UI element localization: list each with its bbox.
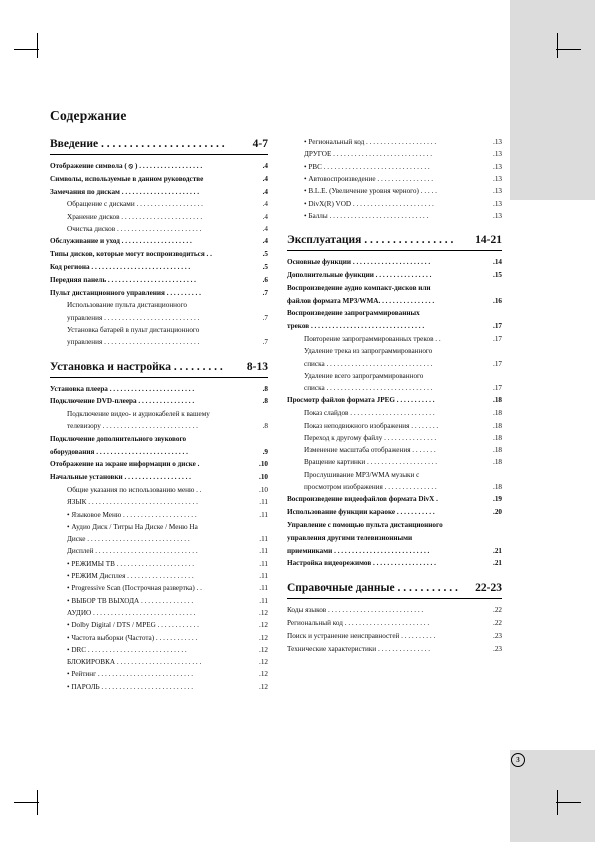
section-rule [287, 250, 502, 251]
toc-entry [287, 619, 502, 628]
toc-entry-page: .7 [262, 288, 268, 297]
toc-entry-page: .18 [493, 458, 502, 467]
toc-entry [50, 397, 268, 406]
section-heading [50, 138, 268, 150]
toc-entry-page: .21 [493, 546, 502, 555]
toc-entry-text: ЯЗЫК . . . . . . . . . . . . . . . . . . . . . . . . . . . . . . . [67, 498, 198, 507]
toc-entry [67, 301, 268, 310]
toc-entry-text: • B.L.E. (Увеличение уровня черного) . . . . . [304, 187, 437, 196]
toc-entry [67, 646, 268, 655]
toc-entry-page: .13 [493, 174, 502, 183]
section-title: Справочные данные . . . . . . . . . . . [287, 582, 458, 595]
toc-entry-text: Начальные установки . . . . . . . . . . . . . . . . . . . [50, 473, 191, 482]
toc-entry-page: .12 [259, 633, 268, 642]
toc-entry-page: .19 [493, 495, 502, 504]
toc-entry [67, 535, 268, 544]
toc-entry-page: .17 [493, 384, 502, 393]
toc-entry-text: • Частота выборки (Частота) . . . . . . . . . . . . [67, 633, 198, 642]
toc-entry [304, 212, 502, 221]
toc-entry-page: .22 [493, 618, 502, 627]
toc-entry-text: Воспроизведение аудио компакт-дисков или [287, 283, 431, 292]
toc-entry-page: .12 [259, 670, 268, 679]
toc-entry-page: .12 [259, 658, 268, 667]
toc-entry [67, 683, 268, 692]
toc-entry-text: Отображение на экране информации о диске . [50, 460, 200, 469]
toc-entry-page: .10 [259, 485, 268, 494]
toc-entry-page: .5 [262, 262, 268, 271]
toc-entry [304, 471, 502, 480]
toc-entry [287, 396, 502, 405]
section-heading [287, 582, 502, 594]
toc-entry-page: .4 [262, 200, 268, 209]
toc-entry-page: .7 [262, 338, 268, 347]
toc-entry-text: • Автовоспроизведение . . . . . . . . . . . . . . . . [304, 174, 434, 183]
toc-entry [50, 435, 268, 444]
toc-entry-page: .18 [493, 396, 502, 405]
toc-entry [304, 446, 502, 455]
toc-entry-text: • РЕЖИМ Дисплея . . . . . . . . . . . . . . . . . . . [67, 572, 194, 580]
toc-entry-text: Воспроизведение видеофайлов формата DivX . [287, 495, 438, 504]
toc-entry-text: Воспроизведение запрограммированных [287, 309, 420, 318]
section-rule [50, 377, 268, 378]
toc-entry-text: Использование функции караоке . . . . . . . . . . . [287, 508, 435, 517]
toc-entry [50, 237, 268, 246]
toc-entry-text: Подключение дополнительного звукового [50, 434, 187, 443]
toc-entry [67, 486, 268, 495]
toc-entry-page: .13 [493, 211, 502, 220]
toc-entry-page: .16 [493, 296, 502, 305]
toc-entry-text: АУДИО . . . . . . . . . . . . . . . . . . . . . . . . . . . . . [67, 608, 196, 617]
toc-entry [304, 138, 502, 147]
toc-entry-page: .13 [493, 187, 502, 196]
toc-entry [287, 606, 502, 615]
toc-entry-page: .5 [262, 250, 268, 259]
toc-entry-page: .14 [493, 258, 502, 267]
toc-entry-text: Региональный код . . . . . . . . . . . . . . . . . . . . . . . . [287, 618, 430, 627]
toc-entry-text: Показ неподвижного изображения . . . . . . . . [304, 421, 439, 430]
toc-entry [304, 187, 502, 196]
toc-entry-page: .10 [259, 460, 268, 469]
toc-entry-text: • DivX(R) VOD . . . . . . . . . . . . . . . . . . . . . . . [304, 199, 434, 208]
toc-entry [287, 645, 502, 654]
toc-entry-text: • Аудио Диск / Титры На Диске / Меню На [67, 522, 198, 531]
toc-entry [304, 200, 502, 209]
toc-entry-page: .8 [262, 384, 268, 393]
toc-entry [67, 658, 268, 667]
toc-entry [287, 297, 502, 306]
toc-entry [67, 498, 268, 507]
toc-entry-text: • Dolby Digital / DTS / MPEG . . . . . . . . . . . . [67, 621, 199, 630]
toc-entry-text: файлов формата MP3/WMA. . . . . . . . . . . . . . . . [287, 296, 435, 305]
crop-mark [557, 790, 558, 815]
toc-entry [287, 258, 502, 267]
toc-entry-page: .8 [262, 397, 268, 406]
toc-entry-page: .17 [493, 334, 502, 343]
toc-entry-text: Удаление всего запрограммированного [304, 371, 424, 380]
toc-entry-text: треков . . . . . . . . . . . . . . . . . . . . . . . . . . . . . . . . [287, 322, 425, 331]
toc-entry-text: Обслуживание и уход . . . . . . . . . . . . . . . . . . . . [50, 237, 192, 246]
toc-entry [50, 473, 268, 482]
toc-entry [50, 289, 268, 298]
toc-entry [50, 385, 268, 394]
toc-entry-text: Диске . . . . . . . . . . . . . . . . . . . . . . . . . . . . . [67, 535, 190, 544]
toc-entry-text: Установка плеера . . . . . . . . . . . . . . . . . . . . . . . . [50, 384, 195, 393]
toc-entry-text: Подключение DVD-плеера . . . . . . . . . . . . . . . . [50, 397, 195, 406]
toc-entry [67, 422, 268, 431]
toc-entry [304, 175, 502, 184]
toc-entry [50, 162, 268, 171]
toc-entry [67, 597, 268, 606]
toc-entry-page: .4 [262, 187, 268, 196]
toc-entry-text: Просмотр файлов формата JPEG . . . . . . . . . . . [287, 396, 435, 405]
toc-entry [304, 347, 502, 356]
toc-entry [287, 632, 502, 641]
toc-entry [287, 534, 502, 543]
toc-entry [67, 572, 268, 581]
toc-entry-page: .18 [493, 433, 502, 442]
toc-entry-text: • DRC . . . . . . . . . . . . . . . . . . . . . . . . . . . . [67, 645, 187, 654]
toc-entry [67, 523, 268, 532]
toc-entry [304, 483, 502, 492]
toc-entry-text: Установка батарей в пульт дистанционного [67, 325, 200, 334]
toc-entry [304, 422, 502, 431]
section-pages: 4-7 [252, 138, 268, 150]
toc-entry-text: Показ слайдов . . . . . . . . . . . . . . . . . . . . . . . . [304, 409, 435, 418]
toc-entry-text: Прослушивание MP3/WMA музыки с [304, 470, 420, 479]
crop-mark [557, 33, 558, 58]
toc-entry [67, 584, 268, 593]
toc-entry-text: Хранение дисков . . . . . . . . . . . . . . . . . . . . . . . [67, 212, 203, 221]
toc-entry [50, 263, 268, 272]
toc-entry-page: .12 [259, 621, 268, 630]
toc-entry [67, 200, 268, 209]
toc-entry [287, 508, 502, 517]
toc-entry-page: .7 [262, 313, 268, 322]
toc-entry-text: управления . . . . . . . . . . . . . . . . . . . . . . . . . . . [67, 338, 200, 347]
section-heading [287, 234, 502, 246]
toc-entry-text: Управление с помощью пульта дистанционного [287, 520, 443, 529]
toc-entry-page: .11 [259, 572, 268, 580]
toc-entry-text: Вращение картинки . . . . . . . . . . . . . . . . . . . . [304, 458, 438, 467]
toc-entry [67, 560, 268, 569]
toc-entry [304, 360, 502, 369]
toc-entry-page: .4 [262, 225, 268, 233]
toc-entry-page: .18 [493, 483, 502, 491]
toc-entry [304, 335, 502, 344]
toc-entry-page: .18 [493, 421, 502, 430]
toc-entry-text: Общие указания по использованию меню . . [67, 485, 202, 494]
toc-entry-page: .13 [493, 199, 502, 208]
toc-entry [67, 213, 268, 222]
toc-entry [304, 384, 502, 393]
toc-entry-text: Технические характеристики . . . . . . . . . . . . . . . [287, 644, 431, 653]
toc-entry [67, 410, 268, 419]
crop-mark [37, 790, 38, 815]
toc-entry-text: • РЕЖИМЫ ТВ . . . . . . . . . . . . . . . . . . . . . . [67, 559, 195, 568]
toc-entry-text: Основные функции . . . . . . . . . . . . . . . . . . . . . . [287, 258, 431, 267]
toc-entry-text: Коды языков . . . . . . . . . . . . . . . . . . . . . . . . . . . [287, 606, 424, 615]
toc-entry-text: • Progressive Scan (Построчная развертка) . . [67, 584, 202, 593]
toc-entry-page: .17 [493, 359, 502, 368]
toc-entry [287, 559, 502, 568]
toc-entry-text: Обращение с дисками . . . . . . . . . . . . . . . . . . . [67, 200, 203, 209]
toc-entry-text: Подключение видео- и аудиокабелей к вашему [67, 410, 210, 419]
toc-entry [287, 271, 502, 280]
toc-entry-text: оборудования . . . . . . . . . . . . . . . . . . . . . . . . . . [50, 447, 188, 456]
toc-entry-text: Переход к другому файлу . . . . . . . . . . . . . . . [304, 433, 437, 442]
toc-entry [304, 163, 502, 172]
toc-entry-text: списка . . . . . . . . . . . . . . . . . . . . . . . . . . . . . . [304, 359, 433, 368]
crop-mark [14, 802, 39, 803]
toc-entry [50, 175, 268, 184]
toc-entry [287, 322, 502, 331]
toc-entry [287, 309, 502, 318]
toc-entry-text: управления другими телевизионными [287, 533, 413, 542]
toc-entry [50, 276, 268, 285]
toc-entry-text: Типы дисков, которые могут воспроизводиться . . [50, 250, 212, 259]
section-title: Установка и настройка . . . . . . . . . [50, 360, 223, 373]
page-number: 3 [511, 753, 525, 767]
toc-entry [67, 547, 268, 556]
toc-entry-page: .12 [259, 645, 268, 654]
toc-entry-page: .4 [262, 212, 268, 221]
toc-entry-page: .11 [259, 596, 268, 605]
section-title: Эксплуатация . . . . . . . . . . . . . . . . [287, 234, 454, 247]
toc-entry-text: Очистка дисков . . . . . . . . . . . . . . . . . . . . . . . . [67, 225, 202, 233]
toc-entry-page: .11 [259, 535, 268, 544]
side-tab-cutout [510, 200, 595, 750]
toc-entry-page: .11 [259, 584, 268, 593]
toc-entry [67, 621, 268, 630]
toc-entry-text: • Рейтинг . . . . . . . . . . . . . . . . . . . . . . . . . . . [67, 670, 194, 679]
toc-entry-page: .12 [259, 682, 268, 691]
toc-entry-page: .4 [262, 237, 268, 246]
crop-mark [556, 49, 581, 50]
toc-entry-page: .18 [493, 409, 502, 418]
toc-entry [287, 547, 502, 556]
toc-entry-page: .23 [493, 631, 502, 640]
crop-mark [556, 802, 581, 803]
toc-entry-text: БЛОКИРОВКА . . . . . . . . . . . . . . . . . . . . . . . . [67, 658, 202, 667]
toc-entry [67, 670, 268, 679]
toc-entry-text: просмотром изображения . . . . . . . . . . . . . . . [304, 483, 437, 491]
toc-entry-page: .13 [493, 150, 502, 159]
toc-entry [287, 495, 502, 504]
toc-entry-text: списка . . . . . . . . . . . . . . . . . . . . . . . . . . . . . . [304, 384, 433, 393]
crop-mark [37, 33, 38, 58]
toc-entry-text: • Региональный код . . . . . . . . . . . . . . . . . . . . [304, 138, 437, 146]
toc-entry-text: • PBC . . . . . . . . . . . . . . . . . . . . . . . . . . . . . . [304, 162, 430, 171]
toc-entry-page: .11 [259, 559, 268, 568]
toc-entry-page: .6 [262, 275, 268, 284]
toc-entry [304, 409, 502, 418]
toc-entry-text: Код региона . . . . . . . . . . . . . . . . . . . . . . . . . . . . [50, 262, 191, 271]
toc-entry [50, 448, 268, 457]
toc-entry-page: .10 [259, 473, 268, 482]
toc-entry [67, 225, 268, 234]
toc-entry-page: .8 [262, 422, 268, 431]
section-pages: 14-21 [475, 234, 502, 247]
toc-entry [67, 634, 268, 643]
toc-entry-text: Замечания по дискам . . . . . . . . . . . . . . . . . . . . . . [50, 187, 199, 196]
toc-entry [304, 434, 502, 443]
toc-entry-page: .4 [262, 162, 268, 170]
crop-mark [14, 49, 39, 50]
toc-entry-text: • ВЫБОР ТВ ВЫХОДА . . . . . . . . . . . . . . . [67, 596, 194, 605]
toc-entry-text: Пульт дистанционного управления . . . . . . . . . . [50, 288, 201, 297]
toc-entry-page: .15 [493, 270, 502, 279]
toc-entry [67, 511, 268, 520]
toc-entry-page: .11 [259, 498, 268, 507]
toc-entry-page: .11 [259, 547, 268, 556]
toc-entry-text: Поиск и устранение неисправностей . . . . . . . . . . [287, 631, 436, 640]
toc-entry-page: .13 [493, 162, 502, 171]
toc-entry-text: телевизору . . . . . . . . . . . . . . . . . . . . . . . . . . . [67, 422, 198, 431]
toc-entry [50, 250, 268, 259]
page-title: Содержание [50, 108, 127, 123]
toc-entry-text: Отображение символа ( ⦸ ) . . . . . . . . . . . . . . . . . . [50, 162, 203, 170]
toc-entry-text: • Баллы . . . . . . . . . . . . . . . . . . . . . . . . . . . . [304, 211, 429, 220]
toc-entry-page: .13 [493, 138, 502, 146]
toc-entry-text: Удаление трека из запрограммированного [304, 347, 433, 356]
toc-entry-text: • ПАРОЛЬ . . . . . . . . . . . . . . . . . . . . . . . . . . [67, 682, 194, 691]
toc-entry-text: Настройка видеорежимов . . . . . . . . . . . . . . . . . . [287, 559, 436, 568]
toc-entry [287, 284, 502, 293]
toc-entry-page: .18 [493, 446, 502, 455]
toc-entry-page: .4 [262, 174, 268, 183]
toc-entry-page: .11 [259, 510, 268, 519]
toc-entry [67, 609, 268, 618]
toc-entry [67, 338, 268, 347]
toc-entry-page: .12 [259, 608, 268, 617]
toc-entry-page: .21 [493, 559, 502, 568]
toc-entry-page: .17 [493, 322, 502, 331]
toc-entry-text: Символы, используемые в данном руководстве [50, 174, 204, 183]
toc-entry [304, 150, 502, 159]
toc-entry [304, 458, 502, 467]
toc-entry [304, 372, 502, 381]
toc-entry-text: Передняя панель . . . . . . . . . . . . . . . . . . . . . . . . . [50, 275, 196, 284]
section-pages: 8-13 [246, 360, 268, 373]
toc-entry-text: приемниками . . . . . . . . . . . . . . . . . . . . . . . . . . . [287, 546, 430, 555]
toc-entry-text: управления . . . . . . . . . . . . . . . . . . . . . . . . . . . [67, 313, 200, 322]
toc-entry-page: .20 [493, 508, 502, 517]
toc-entry-text: ДРУГОЕ . . . . . . . . . . . . . . . . . . . . . . . . . . . . [304, 150, 432, 159]
toc-entry-text: • Языковое Меню . . . . . . . . . . . . . . . . . . . . . [67, 510, 197, 519]
toc-entry-page: .22 [493, 606, 502, 615]
toc-entry [287, 521, 502, 530]
toc-entry [50, 460, 268, 469]
toc-entry-text: Изменение масштаба отображения . . . . . . . [304, 446, 436, 455]
section-rule [287, 598, 502, 599]
toc-entry-text: Дополнительные функции . . . . . . . . . . . . . . . . [287, 270, 432, 279]
toc-entry-page: .9 [262, 447, 268, 456]
section-heading [50, 361, 268, 373]
section-pages: 22-23 [475, 582, 502, 595]
toc-entry [67, 326, 268, 335]
toc-entry-text: Использование пульта дистанционного [67, 301, 187, 310]
toc-entry [67, 314, 268, 323]
toc-entry [50, 188, 268, 197]
toc-entry-page: .23 [493, 644, 502, 653]
section-rule [50, 154, 268, 155]
section-title: Введение . . . . . . . . . . . . . . . . . . . . . . [50, 138, 225, 150]
toc-entry-text: Дисплей . . . . . . . . . . . . . . . . . . . . . . . . . . . . . [67, 547, 198, 556]
toc-entry-text: Повторение запрограммированных треков . . [304, 334, 441, 343]
